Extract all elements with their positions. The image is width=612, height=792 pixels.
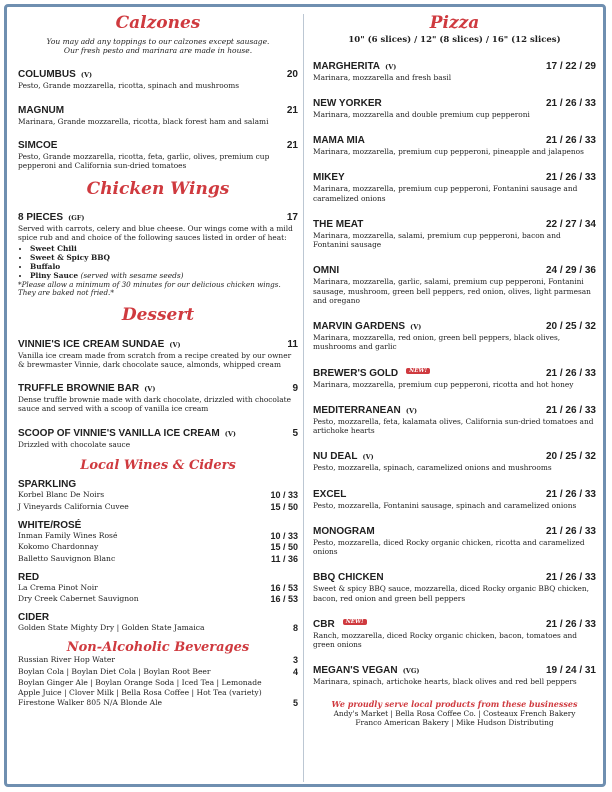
beverage-name: Boylan Ginger Ale | Boylan Orange Soda | Iced Tea | Lemonade <box>18 678 262 688</box>
item-price: 21 / 26 / 33 <box>545 618 596 630</box>
menu-item <box>313 444 596 472</box>
item-name: BREWER'S GOLD <box>313 367 399 379</box>
wine-name: J Vineyards California Cuvee <box>18 501 129 511</box>
item-description: Marinara, mozzarella, salami, premium cup pepperoni, bacon and Fontanini sausage <box>313 230 561 250</box>
menu-item <box>313 612 596 650</box>
new-badge: NEW! <box>343 619 367 625</box>
diet-tag: (V) <box>224 429 236 438</box>
item-title <box>313 482 346 501</box>
pliny-note: (served with sesame seeds) <box>80 271 184 281</box>
sauce-item: • Pliny Sauce (served with sesame seeds) <box>30 271 298 280</box>
item-name: MIKEY <box>313 172 345 184</box>
beverage-name: Boylan Cola | Boylan Diet Cola | Boylan Root Beer <box>18 666 211 676</box>
beverage-price: 5 <box>292 698 298 709</box>
wings-item <box>18 205 298 298</box>
item-header <box>313 91 596 110</box>
item-price: 24 / 29 / 36 <box>545 265 596 277</box>
wine-name: Kokomo Chardonnay <box>18 542 99 552</box>
item-price: 20 <box>286 69 298 81</box>
menu-item <box>313 165 596 203</box>
item-title <box>313 361 430 380</box>
item-title <box>313 519 375 538</box>
item-title <box>313 91 382 110</box>
item-title <box>313 212 363 231</box>
footer-line-1: Andy's Market | Bella Rosa Coffee Co. | Costeaux French Bakery <box>333 708 576 718</box>
menu-item <box>18 62 298 90</box>
item-price: 21 / 26 / 33 <box>545 488 596 500</box>
menu-item <box>313 398 596 436</box>
item-title <box>313 165 345 184</box>
item-price: 22 / 27 / 34 <box>545 218 596 230</box>
item-header <box>18 98 298 117</box>
wine-price: 8 <box>292 622 298 633</box>
item-title <box>313 444 374 463</box>
sauce-item: • Buffalo <box>30 262 298 271</box>
item-header <box>313 612 596 631</box>
new-badge: NEW! <box>406 368 430 374</box>
item-price: 20 / 25 / 32 <box>545 321 596 333</box>
item-price: 21 / 26 / 33 <box>545 367 596 379</box>
menu-item <box>313 128 596 156</box>
item-header <box>313 212 596 231</box>
wings-tag: (GF) <box>68 214 85 223</box>
item-name: THE MEAT <box>313 218 364 230</box>
wine-row <box>18 583 298 595</box>
calzones-note-2: Our fresh pesto and marinara are made in house. <box>63 46 253 56</box>
item-title <box>18 98 64 117</box>
item-name: SIMCOE <box>18 139 58 151</box>
item-name: BBQ CHICKEN <box>313 572 384 584</box>
item-name: MARGHERITA <box>313 60 381 72</box>
item-title <box>18 376 155 395</box>
beverage-row <box>18 688 298 698</box>
menu-item <box>18 376 298 414</box>
wine-name: Korbel Blanc De Noirs <box>18 490 105 500</box>
item-price: 19 / 24 / 31 <box>545 665 596 677</box>
left-column <box>18 14 298 710</box>
item-price: 20 / 25 / 32 <box>545 451 596 463</box>
item-title <box>313 398 417 417</box>
item-name: VINNIE'S ICE CREAM SUNDAE <box>18 338 165 350</box>
diet-tag: (V) <box>410 323 422 332</box>
menu-item <box>18 332 298 370</box>
item-price: 5 <box>292 427 298 439</box>
dessert-heading: Dessert <box>121 304 195 325</box>
item-name: CBR <box>313 618 335 630</box>
item-header <box>313 361 596 380</box>
beverage-name: Russian River Hop Water <box>18 654 115 664</box>
item-price: 21 / 26 / 33 <box>545 404 596 416</box>
item-title <box>18 332 181 351</box>
wine-name: Inman Family Wines Rosé <box>18 530 118 540</box>
item-description: Pesto, mozzarella, spinach, caramelized onions and mushrooms <box>313 463 552 473</box>
menu-item <box>313 212 596 250</box>
wings-heading: Chicken Wings <box>86 179 230 200</box>
menu-item <box>313 519 596 557</box>
item-title <box>313 128 365 147</box>
wine-row <box>18 502 298 514</box>
item-name: MAMA MIA <box>313 135 365 147</box>
item-description: Marinara, mozzarella, garlic, salami, premium cup pepperoni, Fontanini sausage, mushroom, green bell peppers, red onion, olives, light parmesan and oregano <box>313 277 591 305</box>
item-name: MAGNUM <box>18 104 65 116</box>
wine-price: 15 / 50 <box>270 501 298 512</box>
diet-tag: (V) <box>385 62 397 71</box>
beverage-name: Apple Juice | Clover Milk | Bella Rosa Coffee | Hot Tea (variety) <box>18 688 262 698</box>
item-title <box>313 565 384 584</box>
beverage-row <box>18 655 298 667</box>
item-price: 21 / 26 / 33 <box>545 572 596 584</box>
item-description: Marinara, mozzarella, red onion, green bell peppers, black olives, mushrooms and garlic <box>313 333 561 352</box>
menu-item <box>313 565 596 603</box>
item-description: Pesto, Grande mozzarella, ricotta, feta, garlic, olives, premium cup pepperoni and California sun-dried tomatoes <box>18 151 270 171</box>
wine-name: La Crema Pinot Noir <box>18 582 98 592</box>
wine-price: 15 / 50 <box>270 542 298 553</box>
wine-category: CIDER <box>18 611 50 623</box>
beverage-price: 4 <box>292 666 298 677</box>
wine-row <box>18 542 298 554</box>
item-header <box>18 133 298 152</box>
wine-row <box>18 490 298 502</box>
item-name: NU DEAL <box>313 451 358 463</box>
item-title <box>313 658 419 677</box>
item-description: Marinara, mozzarella and double premium cup pepperoni <box>313 109 530 119</box>
menu-item <box>313 361 596 389</box>
nonalc-list <box>18 655 298 710</box>
item-description: Ranch, mozzarella, diced Rocky organic chicken, bacon, tomatoes and green onions <box>313 630 578 650</box>
sauce-list <box>18 244 298 281</box>
wine-name: Dry Creek Cabernet Sauvignon <box>18 594 139 604</box>
item-description: Marinara, mozzarella and fresh basil <box>313 72 452 82</box>
menu-item <box>313 258 596 305</box>
menu-item <box>313 658 596 686</box>
wine-price: 16 / 53 <box>270 594 298 605</box>
menu-item <box>313 91 596 119</box>
item-description: Pesto, mozzarella, diced Rocky organic chicken, ricotta and caramelized onions <box>313 537 585 557</box>
item-header <box>313 444 596 463</box>
item-price: 21 / 26 / 33 <box>545 135 596 147</box>
menu-item <box>313 314 596 352</box>
wine-list <box>18 479 298 635</box>
wine-category: RED <box>18 571 40 583</box>
wine-price: 10 / 33 <box>270 490 298 501</box>
wine-row <box>18 554 298 566</box>
item-description: Marinara, Grande mozzarella, ricotta, black forest ham and salami <box>18 116 269 126</box>
item-name: COLUMBUS <box>18 69 76 81</box>
menu-item <box>313 482 596 510</box>
wine-row <box>18 623 298 635</box>
diet-tag: (V) <box>405 406 418 415</box>
item-description: Marinara, mozzarella, premium cup pepperoni, pineapple and jalapenos <box>313 147 584 157</box>
diet-tag: (V) <box>362 453 374 462</box>
item-header <box>313 658 596 677</box>
item-name: TRUFFLE BROWNIE BAR <box>18 383 140 395</box>
item-header <box>18 421 298 440</box>
item-title <box>313 612 367 631</box>
beverage-row <box>18 678 298 688</box>
beverage-row <box>18 698 298 710</box>
item-title <box>18 421 236 440</box>
item-header <box>313 165 596 184</box>
item-header <box>313 314 596 333</box>
item-description: Drizzled with chocolate sauce <box>18 439 131 449</box>
dessert-list <box>18 332 298 449</box>
item-price: 21 <box>286 139 298 151</box>
wings-description: Served with carrots, celery and blue cheese. Our wings come with a mild spice rub and and choice of the following sauces listed in order of heat: <box>18 224 293 243</box>
item-name: MARVIN GARDENS <box>313 321 406 333</box>
diet-tag: (V) <box>80 71 93 80</box>
diet-tag: (V) <box>144 385 156 394</box>
beverage-row <box>18 667 298 679</box>
item-price: 21 / 26 / 33 <box>545 172 596 184</box>
item-description: Marinara, spinach, artichoke hearts, black olives and red bell peppers <box>313 677 577 687</box>
item-price: 21 <box>286 104 298 116</box>
item-description: Sweet & spicy BBQ sauce, mozzarella, diced Rocky organic BBQ chicken, bacon, red onion and green bell peppers <box>313 584 589 603</box>
item-header <box>18 332 298 351</box>
item-title <box>313 54 396 73</box>
wings-price: 17 <box>286 212 298 224</box>
calzone-list <box>18 62 298 170</box>
item-header <box>313 519 596 538</box>
wings-name: 8 PIECES <box>18 212 64 224</box>
wine-row <box>18 594 298 606</box>
item-header <box>313 398 596 417</box>
menu-item <box>313 54 596 82</box>
item-price: 11 <box>287 338 298 350</box>
calzones-note-1: You may add any toppings to our calzones except sausage. <box>46 36 270 46</box>
item-description: Dense truffle brownie made with dark chocolate, drizzled with chocolate sauce and served with a scoop of vanilla ice cream <box>18 395 291 414</box>
footer-line-2: Franco American Bakery | Mike Hudson Distributing <box>355 717 554 727</box>
item-price: 9 <box>292 383 298 395</box>
column-divider <box>303 14 304 782</box>
item-header <box>18 62 298 81</box>
menu-item <box>18 421 298 449</box>
calzones-heading: Calzones <box>115 13 201 33</box>
footer <box>313 699 596 728</box>
item-header <box>18 376 298 395</box>
footer-title: We proudly serve local products from these businesses <box>331 698 578 709</box>
item-name: OMNI <box>313 265 340 277</box>
item-description: Pesto, Grande mozzarella, ricotta, spinach and mushrooms <box>18 81 240 91</box>
wines-heading: Local Wines & Ciders <box>80 457 236 473</box>
item-title <box>18 62 92 81</box>
item-description: Pesto, mozzarella, feta, kalamata olives, California sun-dried tomatoes and artichoke hearts <box>313 416 594 436</box>
wine-category: SPARKLING <box>18 479 77 491</box>
item-description: Pesto, mozzarella, Fontanini sausage, spinach and caramelized onions <box>313 500 577 510</box>
item-name: MEDITERRANEAN <box>313 404 401 416</box>
menu-item <box>18 98 298 126</box>
item-description: Vanilla ice cream made from scratch from a recipe created by our owner & brewmaster Vinnie, dark chocolate sauce, almonds, whipped cream <box>18 350 292 369</box>
wings-note: *Please allow a minimum of 30 minutes for our delicious chicken wings. They are baked not fried.* <box>18 279 281 298</box>
pizza-list <box>313 54 596 687</box>
right-column <box>313 14 596 727</box>
wine-name: Golden State Mighty Dry | Golden State Jamaica <box>18 622 205 632</box>
wine-row <box>18 531 298 543</box>
diet-tag: (VG) <box>402 667 420 676</box>
item-name: NEW YORKER <box>313 97 382 109</box>
item-price: 17 / 22 / 29 <box>545 60 596 72</box>
wine-name: Balletto Sauvignon Blanc <box>18 553 116 563</box>
item-name: MEGAN'S VEGAN <box>313 665 398 677</box>
item-description: Marinara, mozzarella, premium cup pepperoni, ricotta and hot honey <box>313 379 574 389</box>
item-price: 21 / 26 / 33 <box>545 525 596 537</box>
wine-price: 10 / 33 <box>270 530 298 541</box>
menu-item <box>18 133 298 171</box>
item-header <box>313 128 596 147</box>
item-title <box>313 258 339 277</box>
item-price: 21 / 26 / 33 <box>545 97 596 109</box>
sauce-item: • Sweet & Spicy BBQ <box>30 253 298 262</box>
beverage-price: 3 <box>292 654 298 665</box>
item-header <box>313 54 596 73</box>
item-title <box>313 314 421 333</box>
item-header <box>313 258 596 277</box>
item-title <box>18 133 57 152</box>
beverage-name: Firestone Walker 805 N/A Blonde Ale <box>18 698 163 708</box>
wine-price: 16 / 53 <box>270 582 298 593</box>
item-name: MONOGRAM <box>313 525 375 537</box>
item-header <box>313 482 596 501</box>
item-header <box>313 565 596 584</box>
item-name: SCOOP OF VINNIE'S VANILLA ICE CREAM <box>18 427 220 439</box>
wine-price: 11 / 36 <box>270 553 298 564</box>
diet-tag: (V) <box>169 340 181 349</box>
item-name: EXCEL <box>313 488 347 500</box>
item-description: Marinara, mozzarella, premium cup pepperoni, Fontanini sausage and caramelized onions <box>313 184 578 203</box>
sauce-item: • Sweet Chili <box>30 244 298 253</box>
pizza-sizes: 10" (6 slices) / 12" (8 slices) / 16" (12 slices) <box>348 34 561 45</box>
pizza-heading: Pizza <box>429 13 480 33</box>
nonalc-heading: Non-Alcoholic Beverages <box>66 639 250 655</box>
wine-category: WHITE/ROSÉ <box>18 519 82 531</box>
